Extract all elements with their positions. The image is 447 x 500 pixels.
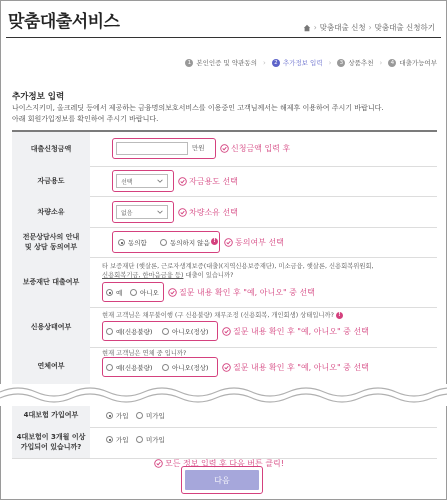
description-line: 아래 회원가입정보를 확인하여 주시기 바랍니다. (12, 115, 159, 123)
annotation-text: 신청금액 입력 후 (231, 144, 291, 153)
insurance3-yes-radio[interactable] (106, 435, 129, 444)
step-number: 1 (185, 59, 193, 67)
radio-label: 아니오 (140, 289, 159, 297)
question-line: 현재 고객님은 채무불이행 (구 신용불량) 채무조정 (신용회복, 개인회생) 상태입니까? (102, 312, 334, 319)
row-content (98, 347, 437, 385)
guarantee-loan-label: 보증재단 대출여부 (12, 257, 90, 307)
radio-label: 아니오(정상) (172, 328, 209, 336)
car-ownership-label: 차량소유 (12, 196, 90, 227)
row-content (98, 227, 437, 257)
fund-purpose-label: 자금용도 (12, 166, 90, 196)
annotation-text: 자금용도 선택 (189, 177, 238, 186)
guarantee-question (102, 262, 438, 280)
annotation-text: 모든 정보 입력 후 다음 버튼 클릭! (165, 459, 284, 468)
additional-info-form (12, 130, 437, 451)
radio-label: 동의함 (128, 239, 147, 247)
section-title: 추가정보 입력 (12, 92, 65, 102)
radio-dot[interactable] (106, 436, 113, 443)
radio-label: 미가입 (146, 412, 165, 420)
row-content (98, 166, 437, 196)
insurance3-no-radio[interactable] (136, 435, 165, 444)
radio-label: 동의하지 않음 (170, 239, 210, 247)
insurance-no-radio[interactable] (136, 411, 165, 420)
step-3 (337, 58, 373, 67)
info-icon[interactable]: ! (336, 312, 343, 319)
highlight-box (102, 321, 218, 341)
annotation (222, 362, 369, 373)
step-4 (388, 58, 437, 67)
counsel-consent-label (12, 227, 90, 257)
step-1 (185, 58, 257, 67)
check-circle-icon (168, 288, 177, 297)
annotation (224, 237, 284, 248)
annotation-text: 질문 내용 확인 후 "예, 아니오" 중 선택 (233, 327, 369, 336)
check-circle-icon (222, 327, 231, 336)
step-number: 2 (272, 59, 280, 67)
description-line: 나이스지키미, 올크레딧 등에서 제공하는 금융명의보호서비스를 이용중인 고객님께서는 해제후 이용하여 주시기 바랍니다. (12, 104, 384, 112)
radio-label: 미가입 (146, 436, 165, 444)
check-circle-icon (220, 144, 229, 153)
label-line: 및 상담 동의여부 (24, 243, 78, 251)
breadcrumb-separator-icon: › (368, 23, 372, 32)
highlight-box (112, 138, 216, 159)
row-fund-purpose (12, 166, 437, 197)
radio-label: 예(신용불량) (116, 364, 153, 372)
row-insurance-3months (12, 426, 437, 459)
row-content (98, 403, 437, 427)
label-line: 가입되어 있습니까? (20, 443, 82, 451)
annotation (220, 143, 290, 154)
insurance-yes-radio[interactable] (106, 411, 129, 420)
highlight-box (102, 357, 218, 377)
highlight-box (112, 170, 174, 192)
title-divider (6, 37, 441, 38)
loan-amount-label: 대출신청금액 (12, 132, 90, 166)
info-icon[interactable]: ! (211, 238, 218, 245)
annotation (222, 326, 369, 337)
step-label: 추가정보 입력 (282, 59, 323, 67)
radio-label: 가입 (116, 436, 129, 444)
row-content (98, 196, 437, 227)
breadcrumb-item-current: 맞춤대출 신청하기 (374, 23, 435, 32)
next-button[interactable]: 다음 (185, 470, 259, 490)
annotation (178, 207, 238, 218)
step-arrow-icon: › (263, 58, 266, 67)
row-car-ownership (12, 196, 437, 228)
overdue-label: 연체여부 (12, 347, 90, 385)
question-line: 신용회복기금, 한마음금융 등) (102, 272, 184, 279)
breadcrumb-separator-icon: › (313, 23, 317, 32)
row-content (98, 132, 437, 166)
insurance-3months-label (12, 426, 90, 458)
row-content (98, 307, 437, 347)
annotation (168, 287, 315, 298)
radio-dot[interactable] (106, 412, 113, 419)
row-content (98, 257, 437, 307)
row-loan-amount (12, 132, 437, 167)
annotation-text: 차량소유 선택 (189, 208, 238, 217)
page-title: 맞춤대출서비스 (8, 12, 120, 32)
row-content (98, 426, 437, 458)
select-value: 선택 (121, 178, 133, 186)
label-line: 전문상담사의 안내 (22, 233, 80, 241)
check-circle-icon (178, 177, 187, 186)
row-guarantee-loan (12, 257, 437, 308)
question-line: 타 보증재단 (햇살론, 근로자생계보증(대출)(지역신용보증재단), 미소금융, 햇살론, 신용회복위원회, (102, 263, 374, 270)
home-icon[interactable] (303, 24, 311, 32)
check-circle-icon (224, 238, 233, 247)
question-suffix: 대출이 있습니까? (185, 272, 234, 279)
select-value: 없음 (121, 209, 133, 217)
section-description (12, 103, 437, 125)
step-number: 4 (388, 59, 396, 67)
question-line: 현재 고객님은 연체 중 입니까? (102, 350, 187, 357)
breadcrumb (303, 22, 435, 33)
radio-label: 예 (116, 289, 123, 297)
step-number: 3 (337, 59, 345, 67)
check-circle-icon (222, 363, 231, 372)
check-circle-icon (154, 459, 163, 468)
row-credit-status (12, 307, 437, 348)
radio-label: 예(신용불량) (116, 328, 153, 336)
credit-question (102, 311, 432, 320)
annotation (178, 176, 238, 187)
insurance-label: 4대보험 가입여부 (12, 403, 90, 427)
step-arrow-icon: › (328, 58, 332, 67)
label-line: 4대보험이 3개월 이상 (16, 433, 86, 441)
annotation-text: 질문 내용 확인 후 "예, 아니오" 중 선택 (233, 363, 369, 372)
row-overdue (12, 347, 437, 386)
check-circle-icon (178, 208, 187, 217)
wavy-divider (0, 384, 447, 406)
step-label: 대출가능여부 (399, 59, 437, 67)
step-label: 본인인증 및 약관동의 (196, 59, 257, 67)
amount-unit: 만원 (192, 144, 205, 152)
radio-dot[interactable] (136, 436, 143, 443)
step-indicator (185, 58, 437, 67)
annotation-text: 질문 내용 확인 후 "예, 아니오" 중 선택 (179, 288, 315, 297)
annotation-text: 동의여부 선택 (235, 238, 284, 247)
radio-label: 아니오(정상) (172, 364, 209, 372)
highlight-box (112, 201, 174, 223)
breadcrumb-item[interactable]: 맞춤대출 신청 (319, 23, 366, 32)
row-counsel-consent (12, 227, 437, 258)
radio-label: 가입 (116, 412, 129, 420)
highlight-box (102, 282, 164, 302)
highlight-box (112, 231, 220, 253)
step-2-active (272, 58, 323, 67)
step-arrow-icon: › (379, 58, 383, 67)
radio-dot[interactable] (136, 412, 143, 419)
step-label: 상품추천 (348, 59, 374, 67)
credit-status-label: 신용상태여부 (12, 307, 90, 347)
